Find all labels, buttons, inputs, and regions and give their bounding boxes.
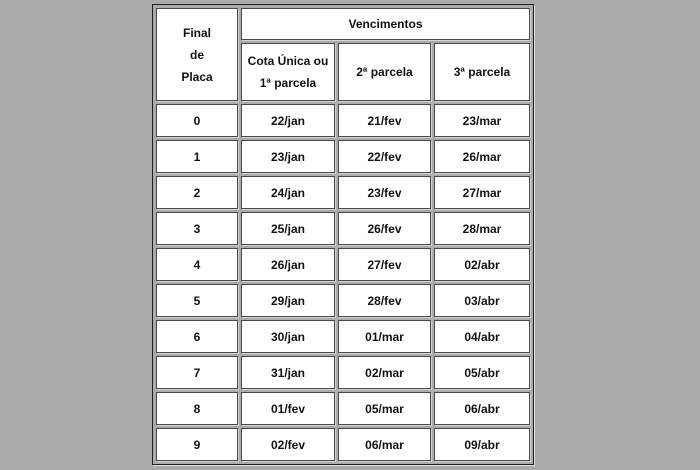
vencimentos-header: Vencimentos xyxy=(241,8,530,40)
table-row xyxy=(156,176,530,209)
cota-date-cell: 30/jan xyxy=(241,320,335,353)
plate-final-cell: 9 xyxy=(156,428,238,461)
parcela3-date-cell: 23/mar xyxy=(434,104,530,137)
plate-final-header-line: Final xyxy=(182,25,211,40)
cota-date-cell: 26/jan xyxy=(241,248,335,281)
cota-date-cell: 24/jan xyxy=(241,176,335,209)
parcela3-date-cell: 03/abr xyxy=(434,284,530,317)
cota-unica-header-line: 1ª parcela xyxy=(259,76,317,90)
parcela2-date-cell: 22/fev xyxy=(338,140,431,173)
plate-final-cell: 7 xyxy=(156,356,238,389)
due-dates-table xyxy=(152,4,534,465)
plate-final-header xyxy=(156,8,238,101)
plate-final-cell: 8 xyxy=(156,392,238,425)
plate-final-cell: 4 xyxy=(156,248,238,281)
plate-final-header-line: de xyxy=(189,47,204,62)
plate-final-cell: 3 xyxy=(156,212,238,245)
cota-unica-header-line: Cota Única ou xyxy=(247,54,329,68)
table-row xyxy=(156,356,530,389)
table-row xyxy=(156,104,530,137)
table-row xyxy=(156,320,530,353)
plate-final-cell: 2 xyxy=(156,176,238,209)
table-row xyxy=(156,140,530,173)
parcela2-date-cell: 01/mar xyxy=(338,320,431,353)
parcela2-date-cell: 21/fev xyxy=(338,104,431,137)
cota-unica-header xyxy=(241,43,335,101)
parcela3-header: 3ª parcela xyxy=(434,43,530,101)
parcela2-date-cell: 05/mar xyxy=(338,392,431,425)
table-row xyxy=(156,428,530,461)
parcela3-date-cell: 02/abr xyxy=(434,248,530,281)
parcela3-date-cell: 28/mar xyxy=(434,212,530,245)
cota-date-cell: 22/jan xyxy=(241,104,335,137)
plate-final-cell: 6 xyxy=(156,320,238,353)
parcela2-date-cell: 23/fev xyxy=(338,176,431,209)
parcela2-header: 2ª parcela xyxy=(338,43,431,101)
parcela3-date-cell: 04/abr xyxy=(434,320,530,353)
plate-final-cell: 1 xyxy=(156,140,238,173)
cota-date-cell: 01/fev xyxy=(241,392,335,425)
cota-date-cell: 23/jan xyxy=(241,140,335,173)
table-row xyxy=(156,284,530,317)
plate-final-cell: 0 xyxy=(156,104,238,137)
parcela2-date-cell: 26/fev xyxy=(338,212,431,245)
table-row xyxy=(156,248,530,281)
parcela3-date-cell: 05/abr xyxy=(434,356,530,389)
cota-date-cell: 29/jan xyxy=(241,284,335,317)
cota-date-cell: 02/fev xyxy=(241,428,335,461)
parcela2-date-cell: 06/mar xyxy=(338,428,431,461)
parcela2-date-cell: 28/fev xyxy=(338,284,431,317)
table-row xyxy=(156,392,530,425)
parcela2-date-cell: 02/mar xyxy=(338,356,431,389)
parcela2-date-cell: 27/fev xyxy=(338,248,431,281)
cota-date-cell: 25/jan xyxy=(241,212,335,245)
plate-final-header-line: Placa xyxy=(181,69,213,84)
parcela3-date-cell: 06/abr xyxy=(434,392,530,425)
parcela3-date-cell: 27/mar xyxy=(434,176,530,209)
header-row-top xyxy=(156,8,530,40)
plate-final-cell: 5 xyxy=(156,284,238,317)
parcela3-date-cell: 09/abr xyxy=(434,428,530,461)
parcela3-date-cell: 26/mar xyxy=(434,140,530,173)
cota-date-cell: 31/jan xyxy=(241,356,335,389)
table-row xyxy=(156,212,530,245)
